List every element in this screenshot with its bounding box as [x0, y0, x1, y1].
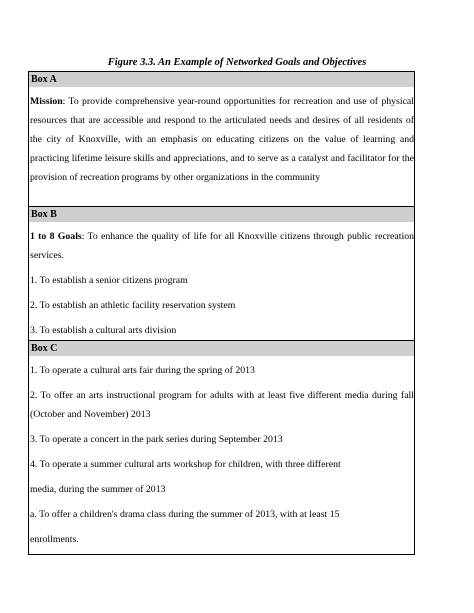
mission-label: Mission — [30, 96, 63, 107]
goals-statement — [30, 227, 414, 265]
box-c — [29, 340, 414, 554]
box-a-header: Box A — [29, 72, 414, 87]
goal-item: 2. To establish an athletic facility reservation system — [30, 300, 236, 311]
box-a-body — [29, 87, 414, 206]
goal-item: 1. To establish a senior citizens program — [30, 275, 188, 286]
box-a — [29, 72, 414, 206]
goal-item: 3. To establish a cultural arts division — [30, 325, 177, 336]
box-b — [29, 206, 414, 340]
goals-objectives-table — [28, 71, 415, 555]
objective-item: media, during the summer of 2013 — [30, 484, 166, 495]
objective-item: 2. To offer an arts instructional program for adults with at least five different media during fall (October and November) 2013 — [30, 390, 414, 420]
objective-item: enrollments. — [30, 534, 79, 545]
box-b-body — [29, 222, 414, 340]
box-c-body — [29, 356, 414, 554]
objective-item: 3. To operate a concert in the park series during September 2013 — [30, 434, 283, 445]
figure-caption: Figure 3.3. An Example of Networked Goals and Objectives — [107, 57, 367, 68]
mission-text: : To provide comprehensive year-round opportunities for recreation and use of physical resources that are accessible and respond to the articulated needs and desires of all residents of the city of Knoxville, with an emphasis on educating citizens on the value of learning and practicing lifetime leisure skills and appreciations, and to serve as a catalyst and facilitator for the provision of recreation programs by other organizations in the community — [30, 96, 414, 183]
objective-item: a. To offer a children's drama class during the summer of 2013, with at least 15 — [30, 509, 340, 520]
box-b-header: Box B — [29, 207, 414, 222]
mission-statement — [30, 92, 414, 206]
goals-label: 1 to 8 Goals — [30, 231, 82, 242]
box-c-header: Box C — [29, 341, 414, 356]
objective-item: 4. To operate a summer cultural arts workshop for children, with three different — [30, 459, 341, 470]
goals-text: : To enhance the quality of life for all Knoxville citizens through public recreation services. — [30, 231, 414, 261]
objective-item: 1. To operate a cultural arts fair during the spring of 2013 — [30, 365, 255, 376]
